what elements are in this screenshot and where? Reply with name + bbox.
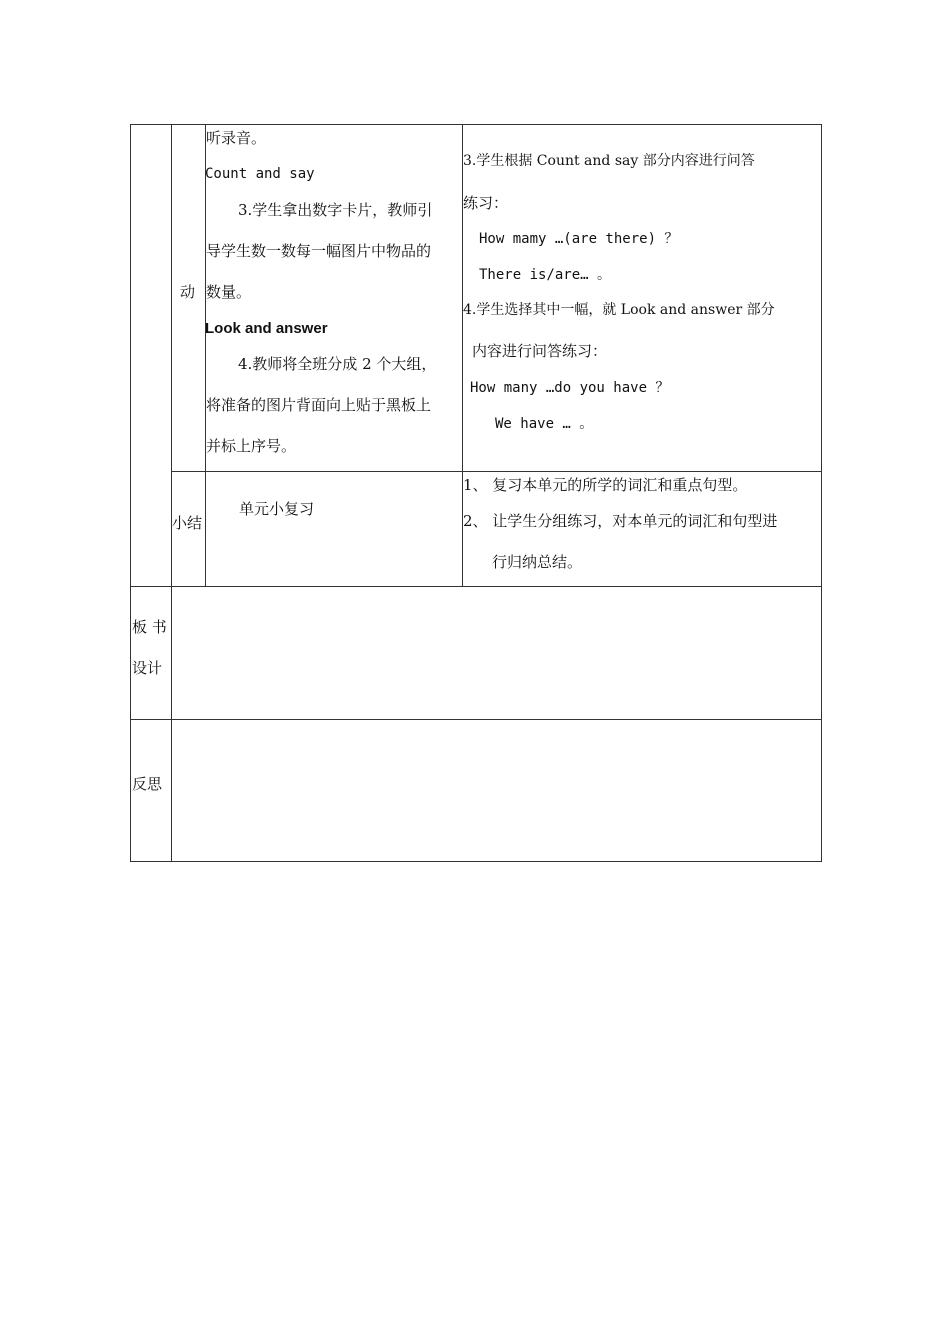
student-line: 练习： <box>463 194 509 212</box>
student-line: 3.学生根据 Count and say 部分内容进行问答 <box>463 153 755 169</box>
student-line: We have … 。 <box>495 416 594 432</box>
teacher-line: 听录音。 <box>206 129 267 147</box>
column-divider-sublabel <box>205 124 206 586</box>
board-design-label: 板 书 <box>132 618 167 636</box>
student-line: 内容进行问答练习： <box>472 342 608 360</box>
teacher-line: 4.教师将全班分成 2 个大组， <box>238 355 437 373</box>
activity-label: 动 <box>180 283 196 301</box>
summary-label: 小结 <box>172 514 203 532</box>
teacher-heading-count-and-say: Count and say <box>205 166 315 182</box>
row-divider-summary <box>171 471 822 472</box>
column-divider-label <box>171 124 172 862</box>
row-divider-reflection <box>130 719 822 720</box>
board-design-label: 设计 <box>132 659 163 677</box>
teacher-line: 将准备的图片背面向上贴于黑板上 <box>206 396 432 414</box>
table-border-left <box>130 124 131 862</box>
teacher-line: 导学生数一数每一幅图片中物品的 <box>206 242 432 260</box>
teacher-line: 数量。 <box>206 283 252 301</box>
summary-student-line: 行归纳总结。 <box>492 553 583 571</box>
teacher-line: 3.学生拿出数字卡片，教师引 <box>238 201 433 219</box>
student-line: 4.学生选择其中一幅，就 Look and answer 部分 <box>463 302 775 318</box>
row-divider-board <box>130 586 822 587</box>
lesson-plan-table <box>130 124 822 862</box>
teacher-heading-look-and-answer: Look and answer <box>205 320 328 337</box>
summary-teacher-text: 单元小复习 <box>239 500 315 518</box>
student-line: How mamy …(are there) ？ <box>479 231 679 247</box>
summary-student-line: 2、 让学生分组练习，对本单元的词汇和句型进 <box>463 512 778 530</box>
table-border-right <box>821 124 822 862</box>
summary-student-line: 1、 复习本单元的所学的词汇和重点句型。 <box>463 476 748 494</box>
student-line: There is/are… 。 <box>479 267 612 283</box>
table-border-top <box>130 124 822 125</box>
teacher-line: 并标上序号。 <box>206 437 297 455</box>
table-border-bottom <box>130 861 822 862</box>
student-line: How many …do you have ？ <box>470 380 670 396</box>
reflection-label: 反思 <box>132 775 163 793</box>
